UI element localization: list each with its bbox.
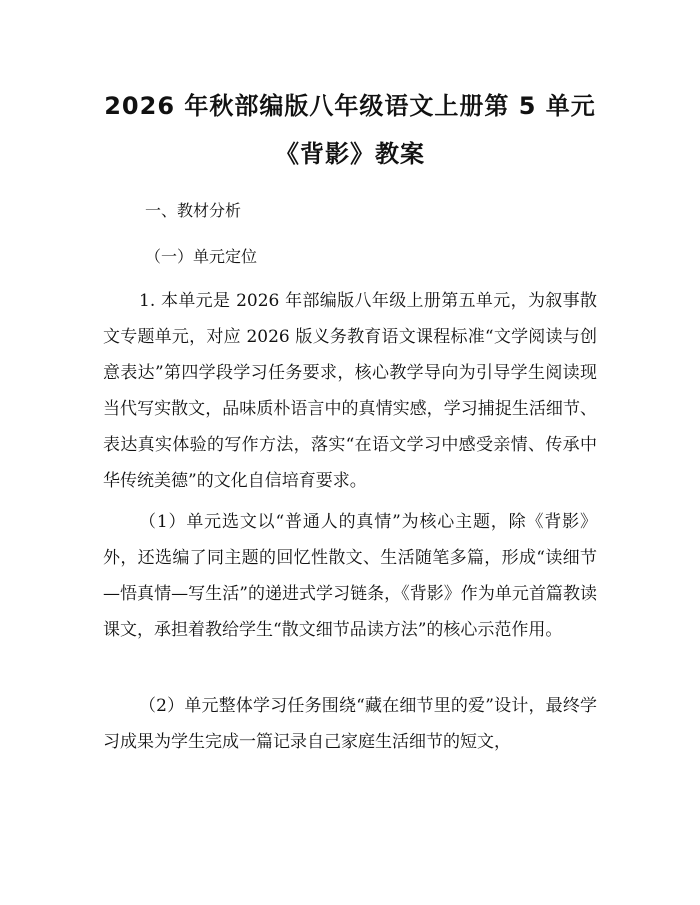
body-paragraph-3: （2）单元整体学习任务围绕“藏在细节里的爱”设计，最终学习成果为学生完成一篇记录自己家庭生活细节的短文，	[103, 696, 597, 752]
document-title-line-1: 2026 年秋部编版八年级语文上册第 5 单元	[104, 92, 596, 120]
body-paragraph-2: （1）单元选文以“普通人的真情”为核心主题，除《背影》外，还选编了同主题的回忆性散文、生活随笔多篇，形成“读细节—悟真情—写生活”的递进式学习链条，《背影》作为单元首篇教读课文，承担着教给学生“散文细节品读方法”的核心示范作用。	[103, 512, 597, 640]
subsection-heading-unit-positioning: （一）单元定位	[145, 247, 258, 266]
section-heading-textbook-analysis: 一、教材分析	[145, 201, 242, 220]
document-title-line-2: 《背影》教案	[275, 140, 425, 168]
body-paragraph-1: 1. 本单元是 2026 年部编版八年级上册第五单元，为叙事散文专题单元，对应 2026 版义务教育语文课程标准“文学阅读与创意表达”第四学段学习任务要求，核心教学导向为引导学生阅读现当代写实散文，品味质朴语言中的真情实感，学习捕捉生活细节、表达真实体验的写作方法，落实“在语文学习中感受亲情、传承中华传统美德”的文化自信培育要求。	[103, 291, 597, 491]
